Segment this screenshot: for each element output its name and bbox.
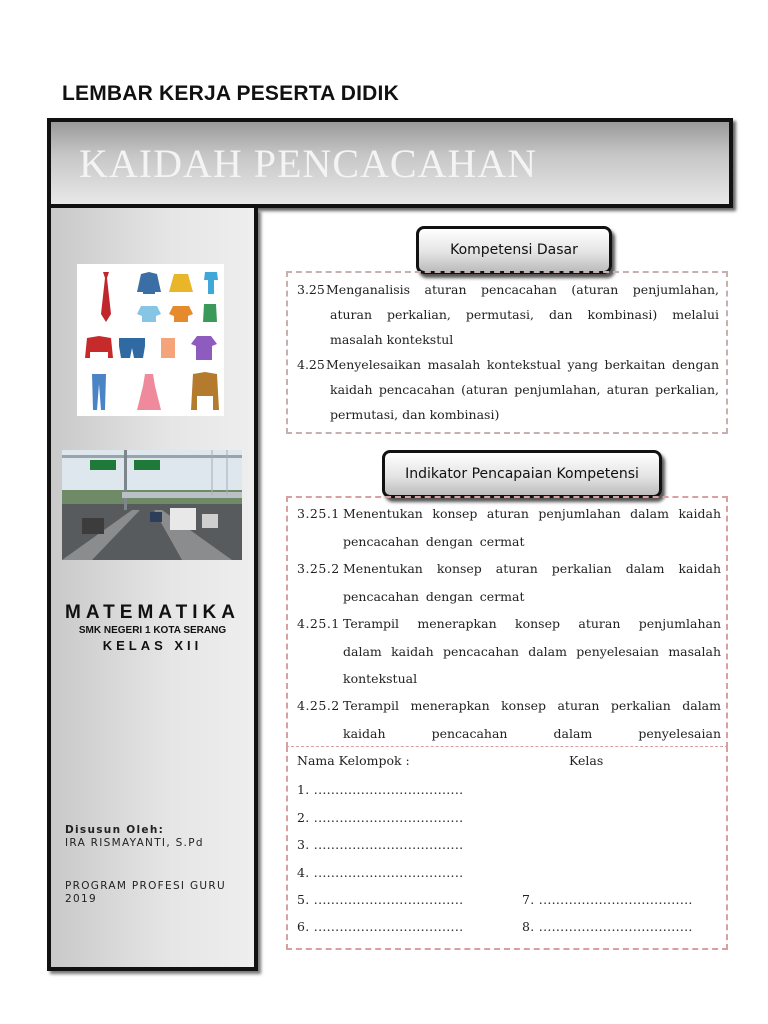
title-banner — [47, 118, 733, 208]
worksheet-title: KAIDAH PENCACAHAN — [79, 141, 538, 186]
ipk-number: 3.25.2 — [297, 561, 340, 576]
ipk-text: Menentukan konsep aturan penjumlahan dalam kaidah pencacahan dengan cermat — [343, 506, 721, 549]
kd-item — [297, 277, 719, 352]
class-label: Kelas — [569, 753, 604, 768]
program-name: PROGRAM PROFESI GURU — [65, 880, 226, 892]
kompetensi-dasar-box — [286, 271, 728, 434]
member-line[interactable]: 5. ................................... — [297, 892, 464, 907]
author-label: Disusun Oleh: — [65, 824, 165, 836]
highway-toll-road-image — [62, 450, 242, 560]
grade-level: KELAS XII — [102, 638, 203, 653]
kd-item — [297, 352, 719, 427]
member-line[interactable]: 7. .................................... — [522, 892, 693, 907]
kompetensi-dasar-heading: Kompetensi Dasar — [416, 226, 612, 274]
member-line[interactable]: 8. .................................... — [522, 919, 693, 934]
group-members-box — [286, 746, 728, 950]
subject-name: MATEMATIKA — [65, 602, 240, 623]
author-name: IRA RISMAYANTI, S.Pd — [65, 837, 204, 849]
member-line[interactable]: 3. ................................... — [297, 837, 464, 852]
clothing-items-image — [77, 264, 224, 416]
kd-number: 4.25 — [297, 357, 325, 372]
ipk-item — [297, 610, 721, 693]
member-line[interactable]: 4. ................................... — [297, 865, 464, 880]
ipk-text: Menentukan konsep aturan perkalian dalam kaidah pencacahan dengan cermat — [343, 561, 721, 604]
ipk-text: Terampil menerapkan konsep aturan penjumlahan dalam kaidah pencacahan dalam penyelesaian masalah kontekstual — [343, 616, 721, 686]
kd-text: Menyelesaikan masalah kontekstual yang berkaitan dengan kaidah pencacahan (aturan penjumlahan, aturan perkalian, permutasi, dan kombinasi) — [326, 357, 719, 422]
ipk-number: 4.25.1 — [297, 616, 340, 631]
ipk-text: Terampil menerapkan konsep aturan perkalian dalam kaidah pencacahan dalam penyelesaian — [343, 698, 721, 741]
group-name-label: Nama Kelompok : — [297, 753, 410, 768]
ipk-item — [297, 500, 721, 555]
ipk-number: 4.25.2 — [297, 698, 340, 713]
cover-sidebar — [47, 208, 258, 971]
school-name: SMK NEGERI 1 KOTA SERANG — [78, 625, 227, 636]
ipk-number: 3.25.1 — [297, 506, 340, 521]
kd-number: 3.25 — [297, 282, 325, 297]
ipk-item — [297, 555, 721, 610]
program-year: 2019 — [65, 893, 97, 905]
ipk-item — [297, 692, 721, 747]
program-block — [65, 880, 226, 906]
member-line[interactable]: 2. ................................... — [297, 810, 464, 825]
indikator-box — [286, 496, 728, 748]
document-type-label: LEMBAR KERJA PESERTA DIDIK — [62, 82, 399, 105]
indikator-heading: Indikator Pencapaian Kompetensi — [382, 450, 662, 498]
member-line[interactable]: 1. ................................... — [297, 782, 464, 797]
member-line[interactable]: 6. ................................... — [297, 919, 464, 934]
author-block — [65, 824, 204, 850]
kd-text: Menganalisis aturan pencacahan (aturan penjumlahan, aturan perkalian, permutasi, dan kombinasi) melalui masalah kontekstul — [326, 282, 719, 347]
